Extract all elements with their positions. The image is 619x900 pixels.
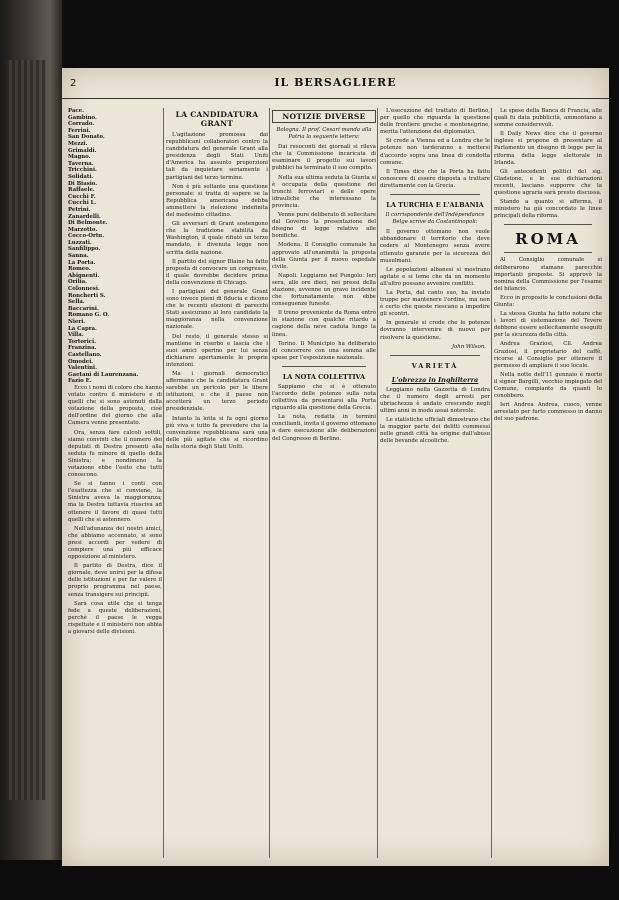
article-paragraph: In generale si crede che le potenze dovranno intervenire di nuovo per risolvere la questione. <box>380 320 490 341</box>
name-item: Franzina. <box>68 345 97 352</box>
vote-name-list <box>68 108 162 385</box>
name-item: Corrado. <box>68 121 95 128</box>
article-paragraph: Le statistiche ufficiali dimostrano che la maggior parte dei delitti commessi nelle grandi città ha origine dall'abuso delle bevande alcooliche. <box>380 417 490 445</box>
name-item: Cucchi F. <box>68 193 96 200</box>
name-item: Cocco-Ortu. <box>68 233 105 240</box>
name-item: Cucchi L. <box>68 200 97 207</box>
article-paragraph: La stessa Giunta ha fatto notare che i lavori di sistemazione del Tevere debbono essere sollecitamente eseguiti per la sicurezza della città. <box>494 311 602 339</box>
section-divider <box>390 355 480 356</box>
article-paragraph: Il Times dice che la Porta ha fatto conoscere di essere disposta a trattare direttamente con la Grecia. <box>380 168 490 189</box>
name-item: Magno. <box>68 154 91 161</box>
name-item: Gambino. <box>68 114 97 121</box>
article-paragraph: Dai resoconti dei giornali si rileva che la Commissione incaricata di esaminare il progetto sui lavori pubblici ha terminato il suo compito. <box>272 144 376 172</box>
name-item: Omodei. <box>68 358 94 365</box>
column-1 <box>68 108 162 858</box>
name-item: Mezzi. <box>68 140 88 147</box>
name-item: Pace. <box>68 108 84 114</box>
name-item: Raffaele. <box>68 187 95 194</box>
name-item: Roncherti S. <box>68 292 106 299</box>
name-item: Fazio E. <box>68 378 92 385</box>
article-paragraph: Il Daily News dice che il governo inglese si propone di presentare al Parlamento un disegno di legge per la riforma della legge elettorale in Irlanda. <box>494 131 602 166</box>
name-item: Di Belmonte. <box>68 220 108 227</box>
binding-fold <box>6 60 46 800</box>
section-headline: ROMA <box>515 230 581 249</box>
article-dateline: Bologna. Il prof. Cesari manda alla Patria la seguente lettera: <box>276 127 372 141</box>
article-paragraph: Nell'adunanza dei nostri amici, che abbiamo accennato, si sono presi accordi per vedere di compiere una più efficace opposizione al ministero. <box>68 525 162 561</box>
article-paragraph: Nella notte dell'11 gennaio è morto il signor Bargilli, vecchio impiegato del Comune, compianto da quanti lo conobbero. <box>494 371 602 400</box>
article-paragraph: Intanto la lotta si fa ogni giorno più viva e tutto fa prevedere che la convenzione repubblicana sarà una delle più agitate che si ricordino nella storia degli Stati Uniti. <box>166 415 268 450</box>
name-item: Sanfilippo. <box>68 246 101 253</box>
article-paragraph: Sarà cosa utile che si tenga fede a queste deliberazioni, perchè il paese le vegga rispettate e il ministero non abbia a giovarsi delle divisioni. <box>68 600 162 636</box>
section-headline: NOTIZIE DIVERSE <box>272 110 376 123</box>
section-divider <box>282 366 366 367</box>
name-item: Romeo. <box>68 266 91 273</box>
article-paragraph: Se si fanno i conti con l'esattezza che si conviene, la Sinistra aveva la maggioranza; ma la Destra tuttavia riusciva ad ottenere il favore di quasi tutti quelli che si astennero. <box>68 481 162 523</box>
name-item: La Porta. <box>68 259 96 266</box>
newspaper-title: IL BERSAGLIERE <box>274 76 397 89</box>
name-item: Sella. <box>68 299 85 306</box>
column-4 <box>380 108 490 858</box>
article-paragraph: Ora, senza fare calcoli sottili, siamo convinti che il numero dei deputati di Destra presenti alla seduta fu minore di quello della Sinistra; e nondimeno la votazione ebbe l'esito che tutti conoscono. <box>68 429 162 479</box>
column-3 <box>272 108 376 858</box>
article-paragraph: Ieri Andrea Andrea, cuoco, venne arrestato per furto commesso in danno del suo padrone. <box>494 402 602 423</box>
name-item: Luzzati. <box>68 239 92 246</box>
column-5 <box>494 108 602 858</box>
scan-binding-edge <box>0 0 62 900</box>
name-item: Ferrini. <box>68 127 91 134</box>
article-headline: LA CANDIDATURA GRANT <box>175 110 259 128</box>
newspaper-page <box>62 68 609 866</box>
name-item: Nieri. <box>68 319 86 325</box>
name-item: Marzotto. <box>68 226 98 233</box>
name-item: Zanardelli. <box>68 213 101 220</box>
article-paragraph: Sappiamo che si è ottenuto l'accordo delle potenze sulla nota collettiva da presentarsi alla Porta riguardo alla questione della Grecia. <box>272 383 376 412</box>
name-item: San Donato. <box>68 134 105 141</box>
article-paragraph: Torino. Il Municipio ha deliberato di concorrere con una somma alle spese per l'esposizione nazionale. <box>272 340 376 361</box>
article-paragraph: I partigiani del generale Grant sono invece pieni di fiducia e dicono che le recenti elezioni di parecchi Stati assicurano al loro candidato la maggioranza nella convenzione nazionale. <box>166 288 268 331</box>
name-item: Solidati. <box>68 173 94 180</box>
article-paragraph: Il partito di Destra, dice il giornale, deve unirsi per la difesa delle istituzioni e per far valere il proprio programma nel paese, senza transigere sui principii. <box>68 563 162 598</box>
name-item: Orilia. <box>68 279 88 286</box>
article-paragraph: Al Consiglio comunale si deliberarono stamane parecchie importanti proposte. Si approvò la nomina della Commissione per l'esame del bilancio. <box>494 257 602 292</box>
article-paragraph: Leggiamo nella Gazzetta di Londra che il numero degli arresti per ubriachezza è andato crescendo negli ultimi anni in modo assai notevole. <box>380 386 490 414</box>
article-paragraph: L'agitazione promossa dai repubblicani collaboratori contro la candidatura del generale Grant alla presidenza degli Stati Uniti d'America ha assunto proporzioni tali da inquietare seriamente i partigiani del terzo termine. <box>166 132 268 181</box>
article-paragraph: Il partito del signor Blaine ha fatto proposta di convocare un congresso, il quale dovrebbe decidere prima della convenzione di Chicago. <box>166 258 268 286</box>
article-paragraph: L'esecuzione del trattato di Berlino, per quello che riguarda la questione delle frontiere greche e montenegrine, merita l'attenzione dei diplomatici. <box>380 108 490 136</box>
article-paragraph: Il governo ottomano non vuole abbandonare il territorio che deve cedere al Montenegro senza avere ottenuto garanzie per la sicurezza dei musulmani. <box>380 229 490 264</box>
section-headline: VARIETÀ <box>411 361 459 370</box>
name-item: Petrini. <box>68 206 91 213</box>
article-paragraph: Del resto, il generale stesso si mantiene in riserbo e lascia che i suoi amici operino per lui senza dichiarare apertamente le proprie intenzioni. <box>166 333 268 368</box>
name-item: Colonnesi. <box>68 286 100 293</box>
name-item: La Capra. <box>68 325 97 332</box>
name-item: Sanna. <box>68 253 89 260</box>
article-paragraph: Le spese della Banca di Francia, alle quali fu data pubblicità, ammontano a somme considerevoli. <box>494 108 602 129</box>
article-paragraph: Gli antecedenti politici del sig. Gladstone, e le sue dichiarazioni recenti, lasciano supporre che la questione agraria sarà presto discussa. <box>494 168 602 197</box>
name-item: Valentini. <box>68 365 97 372</box>
article-dateline: Il corrispondente dell'Indépendance Belge scrive da Costantinopoli: <box>385 212 485 226</box>
page-number: 2 <box>70 78 77 89</box>
article-paragraph: Ma i giornali democratici affermano che la candidatura Grant sarebbe un pericolo per le libere istituzioni, e che il paese non accetterà un terzo periodo presidenziale. <box>166 371 268 413</box>
article-headline: LA NOTA COLLETTIVA <box>282 372 366 381</box>
article-signature: John Wilson. <box>451 343 486 350</box>
column-rule <box>377 108 378 858</box>
article-paragraph: Stando a quanto si afferma, il ministero ha già concordato le linee principali della riforma. <box>494 199 602 220</box>
name-item: Baccarini. <box>68 305 99 312</box>
article-paragraph: Gli avversari di Grant sostengono che la tradizione stabilita da Washington, il quale rifiutò un terzo mandato, è divenuta legge non scritta della nazione. <box>166 221 268 256</box>
article-paragraph: Il treno proveniente da Roma entrò in stazione con qualche ritardo a cagione della neve caduta lungo la linea. <box>272 310 376 338</box>
name-item: Abignenti. <box>68 272 100 279</box>
column-rule <box>163 108 164 858</box>
column-rule <box>269 108 270 858</box>
article-paragraph: Venne pure deliberato di sollecitare dal Governo la presentazione del disegno di legge relativo alle bonifiche. <box>272 212 376 240</box>
column-2 <box>166 108 268 858</box>
name-item: Tortorici. <box>68 338 97 345</box>
article-paragraph: Andrea Graziosi, Cll. Andrea Graziosi, il proprietario del caffè, ricorse al Consiglio per ottenere il permesso di ampliare il suo locale. <box>494 341 602 369</box>
article-headline: L'obrezza in Inghilterra <box>391 375 479 384</box>
article-paragraph: Napoli. Leggiamo nel Pungolo: Ieri sera, alle ore dieci, nei pressi della stazione, avvenne un grave incidente che fortunatamente non ebbe conseguenze funeste. <box>272 272 376 308</box>
article-paragraph: Ecco in proposito le conclusioni della Giunta: <box>494 294 602 308</box>
section-divider <box>504 252 592 253</box>
article-headline: LA TURCHIA E L'ALBANIA <box>386 201 484 210</box>
name-item: Romano G. O. <box>68 312 110 319</box>
article-paragraph: La Porta, dal canto suo, ha inviato truppe per mantenere l'ordine, ma non è certo che queste riescano a impedire gli scontri. <box>380 289 490 318</box>
section-divider <box>390 194 480 195</box>
name-item: Castellano. <box>68 351 102 358</box>
scan-bottom-margin <box>0 860 619 900</box>
masthead <box>62 68 609 99</box>
article-paragraph: La nota, redatta in termini concilianti, invita il governo ottomano a dare esecuzione alle deliberazioni del Congresso di Berlino. <box>272 414 376 442</box>
article-paragraph: Ecco i nomi di coloro che hanno votato contro il ministero e di quelli che si sono astenuti dalla votazione della proposta, cioè dell'ordine del giorno che alla Camera venne presentato. <box>68 384 162 427</box>
article-paragraph: Le popolazioni albanesi si mostrano agitate e si teme che da un momento all'altro possano avvenire conflitti. <box>380 266 490 287</box>
article-paragraph: Non è più soltanto una questione personale: si tratta di sapere se la Repubblica americana debba ammettere la rielezione indefinita del medesimo cittadino. <box>166 183 268 219</box>
name-item: Di Biasio. <box>68 180 98 187</box>
article-paragraph: Nella sua ultima seduta la Giunta si è occupata della questione dei tronchi ferroviari e delle opere idrauliche che interessano la provincia. <box>272 174 376 209</box>
name-item: Taverna. <box>68 160 94 167</box>
article-paragraph: Modena. Il Consiglio comunale ha approvato all'unanimità la proposta della Giunta per il nuovo ospedale civile. <box>272 242 376 270</box>
name-item: Gaetani di Laurenzana. <box>68 371 139 378</box>
name-item: Tricchini. <box>68 167 97 174</box>
article-paragraph: Si crede a Vienna ed a Londra che le potenze non tarderanno a mettersi d'accordo sopra una linea di condotta comune. <box>380 138 490 166</box>
name-item: Grimaldi. <box>68 147 97 154</box>
section-divider <box>504 224 592 225</box>
column-rule <box>491 108 492 858</box>
name-item: Villa. <box>68 332 84 339</box>
